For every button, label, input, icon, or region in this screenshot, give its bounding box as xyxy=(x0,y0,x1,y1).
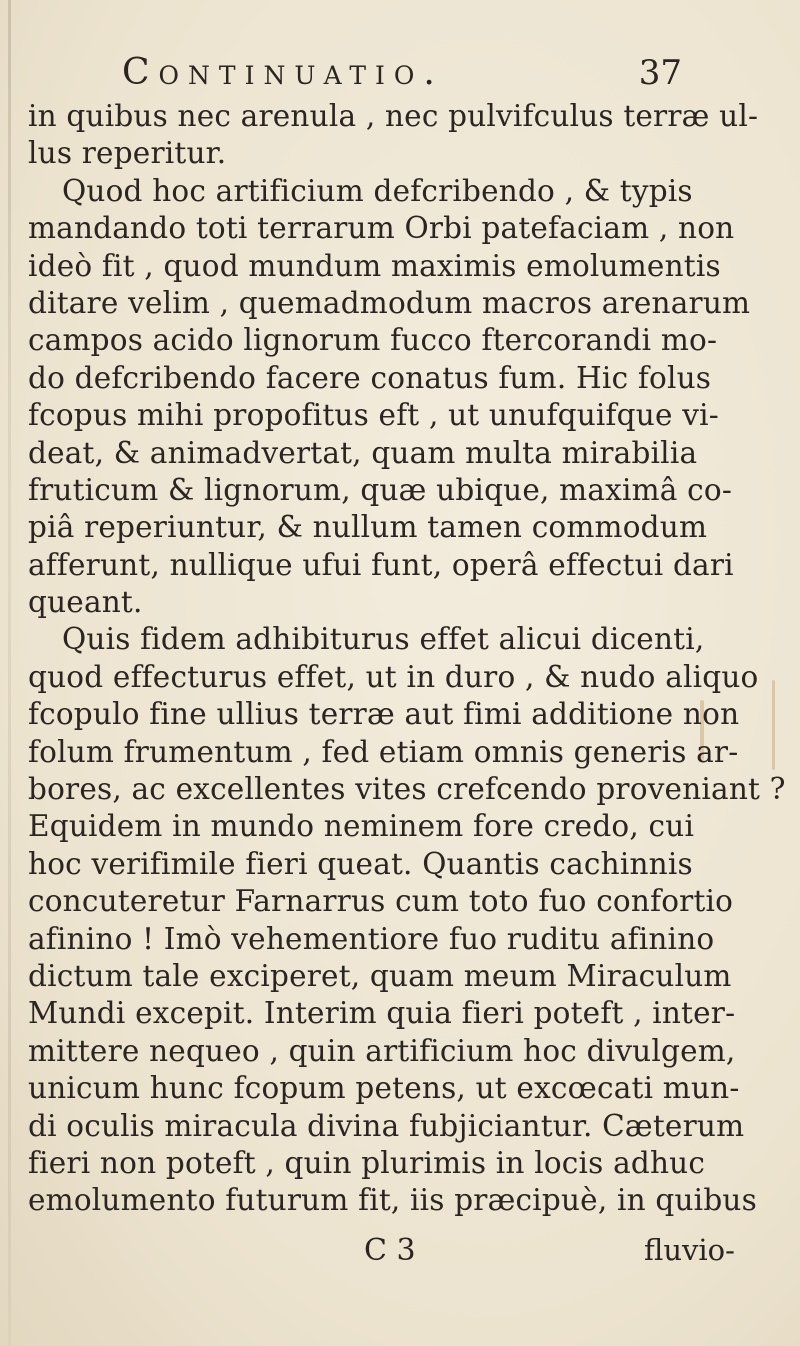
text-line: ideò fit , quod mundum maximis emolumentis xyxy=(28,248,721,283)
text-line: di oculis miracula divina fubjiciantur. Cæterum xyxy=(28,1108,745,1143)
text-line: concuteretur Farnarrus cum toto fuo confortio xyxy=(28,884,734,919)
text-line: ditare velim , quemadmodum macros arenarum xyxy=(28,285,751,320)
catchword: fluvio- xyxy=(644,1233,735,1267)
text-line: fieri non poteft , quin plurimis in locis adhuc xyxy=(28,1145,706,1180)
text-line: Quis fidem adhibiturus effet alicui dicenti, xyxy=(62,622,705,657)
text-line: fcopulo fine ullius terræ aut fimi additione non xyxy=(28,697,740,732)
running-title: Continuatio. xyxy=(122,52,444,93)
text-line: hoc verifimile fieri queat. Quantis cachinnis xyxy=(28,846,693,881)
text-line: mittere nequeo , quin artificium hoc divulgem, xyxy=(28,1033,736,1068)
page-header xyxy=(122,52,682,93)
text-line: mandando toti terrarum Orbi patefaciam , non xyxy=(28,211,735,246)
page-footer xyxy=(0,1233,800,1273)
text-line: afferunt, nullique ufui funt, operâ effectui dari xyxy=(28,547,734,582)
text-line: deat, & animadvertat, quam multa mirabilia xyxy=(28,435,698,470)
page-number: 37 xyxy=(638,53,682,93)
text-line: lus reperitur. xyxy=(28,136,227,171)
signature-mark: C 3 xyxy=(364,1233,416,1268)
text-line: afinino ! Imò vehementiore fuo ruditu afinino xyxy=(28,921,715,956)
stain-mark xyxy=(772,680,775,770)
text-line: emolumento futurum fit, iis præcipuè, in quibus xyxy=(28,1183,757,1218)
text-line: Mundi excepit. Interim quia fieri poteft , inter- xyxy=(28,996,736,1031)
text-line: piâ reperiuntur, & nullum tamen commodum xyxy=(28,510,708,545)
body-text xyxy=(28,98,786,1220)
text-line: do defcribendo facere conatus fum. Hic folus xyxy=(28,360,712,395)
text-line: Equidem in mundo neminem fore credo, cui xyxy=(28,809,695,844)
text-line: fcopus mihi propofitus eft , ut unufquifque vi- xyxy=(28,398,719,433)
text-line: unicum hunc fcopum petens, ut excœcati mun- xyxy=(28,1071,740,1106)
text-line: quod effecturus effet, ut in duro , & nudo aliquo xyxy=(28,659,759,694)
text-line: folum frumentum , fed etiam omnis generis ar- xyxy=(28,734,739,769)
text-line: Quod hoc artificium defcribendo , & typis xyxy=(62,173,693,208)
text-line: in quibus nec arenula , nec pulvifculus terræ ul- xyxy=(28,99,759,133)
binding-gutter xyxy=(8,0,11,1346)
text-line: campos acido lignorum fucco ftercorandi mo- xyxy=(28,323,718,358)
text-line: dictum tale exciperet, quam meum Miraculum xyxy=(28,958,732,993)
text-line: fruticum & lignorum, quæ ubique, maximâ co- xyxy=(28,472,732,507)
text-line: bores, ac excellentes vites crefcendo proveniant ? xyxy=(28,772,786,807)
text-line: queant. xyxy=(28,585,143,620)
